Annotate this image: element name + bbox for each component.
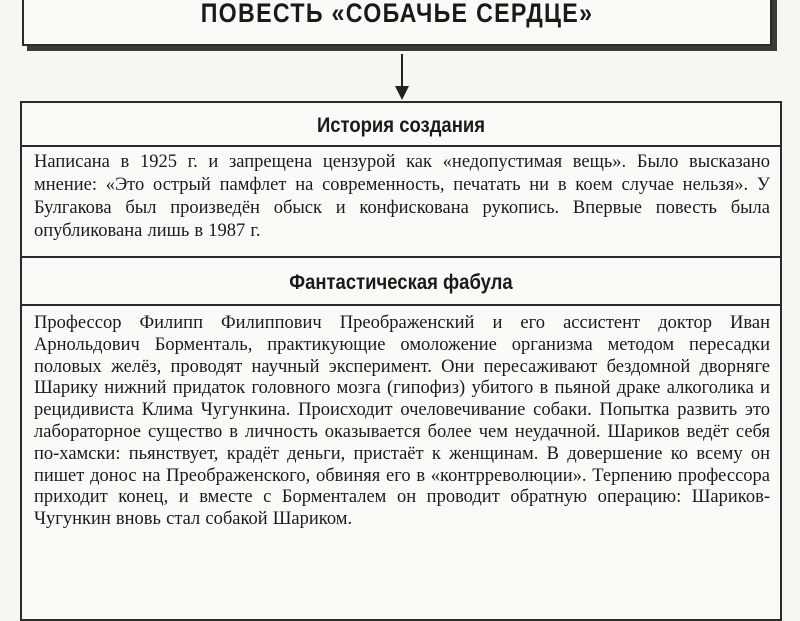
divider	[22, 256, 780, 258]
arrow-line	[401, 54, 403, 88]
content-box	[20, 101, 782, 621]
divider	[22, 304, 780, 306]
section-text-history: Написана в 1925 г. и запрещена цензурой как «недопустимая вещь». Было высказано мнение: «Это острый памфлет на современность, печатать ни в коем случае нельзя». У Булгакова был произведён обыск и конфискована рукопись. Впервые повесть была опубликована лишь в 1987 г.	[34, 152, 770, 241]
title-box	[22, 0, 772, 46]
section-heading-history: История создания	[316, 114, 486, 137]
arrow-down-icon	[395, 86, 409, 100]
divider	[22, 145, 780, 147]
page-title: ПОВЕСТЬ «СОБАЧЬЕ СЕРДЦЕ»	[200, 0, 594, 28]
section-text-plot: Профессор Филипп Филиппович Преображенский и его ассистент доктор Иван Арнольдович Борменталь, практикующие омоложение организма методом пересадки половых желёз, проводят научный эксперимент. Они пересаживают бездомной дворняге Шарику нижний придаток головного мозга (гипофиз) убитого в пьяной драке алкоголика и рецидивиста Клима Чугункина. Происходит очеловечивание собаки. Попытка развить это лабораторное существо в личность оказывается более чем неудачной. Шариков ведёт себя по-хамски: пьянствует, крадёт деньги, пристаёт к женщинам. В довершение ко всему он пишет донос на Преображенского, обвиняя его в «контрреволюции». Терпению профессора приходит конец, и вместе с Борменталем он проводит обратную операцию: Шариков-Чугункин вновь стал собакой Шариком.	[34, 313, 770, 530]
section-heading-plot: Фантастическая фабула	[289, 271, 513, 294]
